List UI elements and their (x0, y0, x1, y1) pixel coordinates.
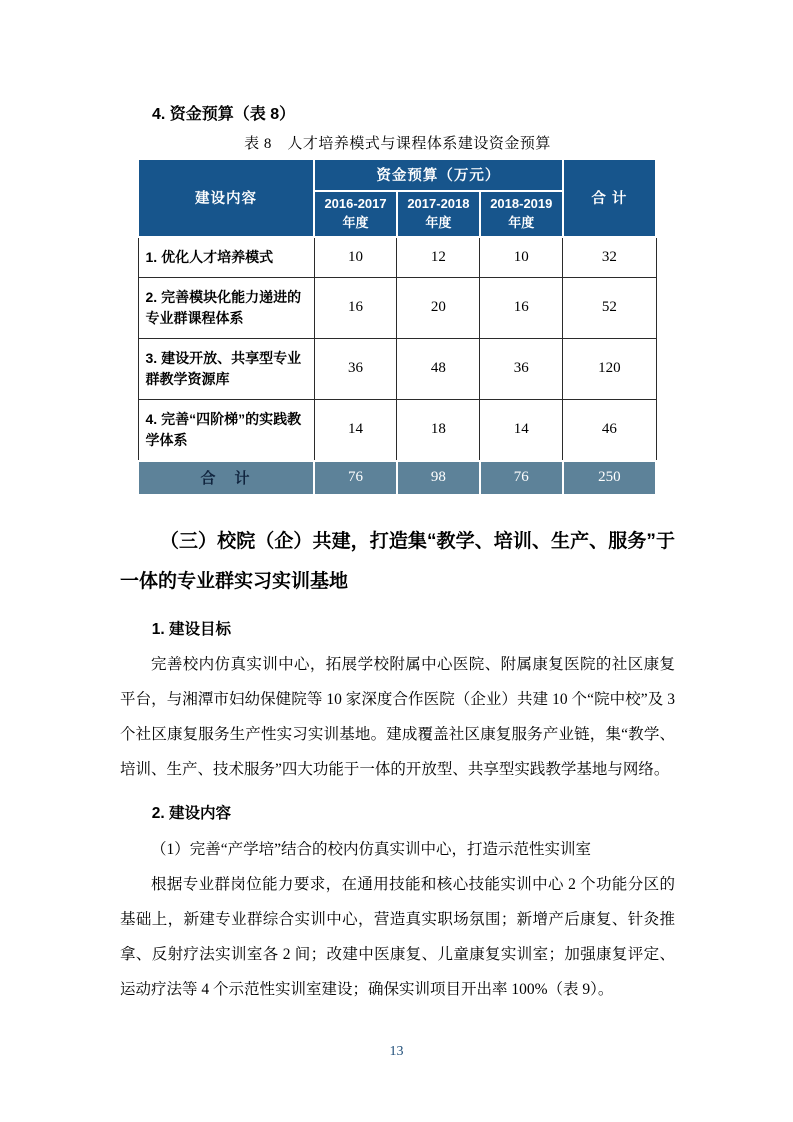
row-label: 4. 完善“四阶梯”的实践教学体系 (138, 399, 314, 461)
column-header-content: 建设内容 (138, 159, 314, 237)
budget-table (137, 158, 657, 496)
paragraph-content-detail: 根据专业群岗位能力要求，在通用技能和核心技能实训中心 2 个功能分区的基础上，新建专业群综合实训中心，营造真实职场氛围；新增产后康复、针灸推拿、反射疗法实训室各 2 间；改建中医康复、儿童康复实训室；加强康复评定、运动疗法等 4 个示范性实训室建设；确保实训项目开出率 100%（表 9）。 (120, 875, 675, 998)
budget-table-header (138, 159, 656, 237)
row-total: 120 (563, 338, 656, 399)
total-value: 98 (397, 461, 480, 495)
year-range: 2016-2017 (324, 195, 387, 211)
subheading-goals: 1. 建设目标 (151, 621, 231, 639)
row-value: 48 (397, 338, 480, 399)
table-row (138, 338, 656, 399)
row-total: 52 (563, 277, 656, 338)
row-value: 12 (397, 237, 480, 278)
column-header-year-3 (480, 191, 563, 237)
year-range: 2017-2018 (407, 195, 470, 211)
row-value: 14 (480, 399, 563, 461)
row-value: 36 (314, 338, 397, 399)
column-header-year-1 (314, 191, 397, 237)
subheading-content: 2. 建设内容 (151, 805, 231, 823)
year-range: 2018-2019 (490, 195, 553, 211)
total-grand: 250 (563, 461, 656, 495)
row-value: 20 (397, 277, 480, 338)
column-header-total: 合 计 (563, 159, 656, 237)
table-row (138, 399, 656, 461)
column-header-year-2 (397, 191, 480, 237)
total-value: 76 (314, 461, 397, 495)
row-value: 10 (480, 237, 563, 278)
budget-table-footer (138, 461, 656, 495)
row-value: 16 (480, 277, 563, 338)
row-total: 32 (563, 237, 656, 278)
row-label: 3. 建设开放、共享型专业群教学资源库 (138, 338, 314, 399)
column-header-budget-group: 资金预算（万元） (314, 159, 563, 191)
page-number: 13 (389, 1044, 404, 1059)
paragraph-goals: 完善校内仿真实训中心，拓展学校附属中心医院、附属康复医院的社区康复平台，与湘潭市妇幼保健院等 10 家深度合作医院（企业）共建 10 个“院中校”及 3 个社区康复服务生产性实习实训基地。建成覆盖社区康复服务产业链，集“教学、培训、生产、技术服务”四大功能于一体的开放型、共享型实践教学基地与网络。 (120, 656, 675, 779)
row-label: 2. 完善模块化能力递进的专业群课程体系 (138, 277, 314, 338)
table-caption: 表 8 人才培养模式与课程体系建设资金预算 (244, 135, 551, 152)
year-suffix: 年度 (508, 214, 535, 230)
total-value: 76 (480, 461, 563, 495)
row-value: 10 (314, 237, 397, 278)
row-value: 16 (314, 277, 397, 338)
year-suffix: 年度 (425, 214, 452, 230)
row-total: 46 (563, 399, 656, 461)
row-label: 1. 优化人才培养模式 (138, 237, 314, 278)
row-value: 36 (480, 338, 563, 399)
paragraph-item-1: （1）完善“产学培”结合的校内仿真实训中心，打造示范性实训室 (151, 840, 592, 858)
year-suffix: 年度 (342, 214, 369, 230)
section-heading: （三）校院（企）共建，打造集“教学、培训、生产、服务”于一体的专业群实习实训基地 (120, 530, 675, 593)
budget-table-body (138, 237, 656, 461)
table-row (138, 237, 656, 278)
total-row-label: 合 计 (138, 461, 314, 495)
table-row (138, 277, 656, 338)
row-value: 14 (314, 399, 397, 461)
row-value: 18 (397, 399, 480, 461)
total-row (138, 461, 656, 495)
budget-heading: 4. 资金预算（表 8） (152, 106, 296, 123)
